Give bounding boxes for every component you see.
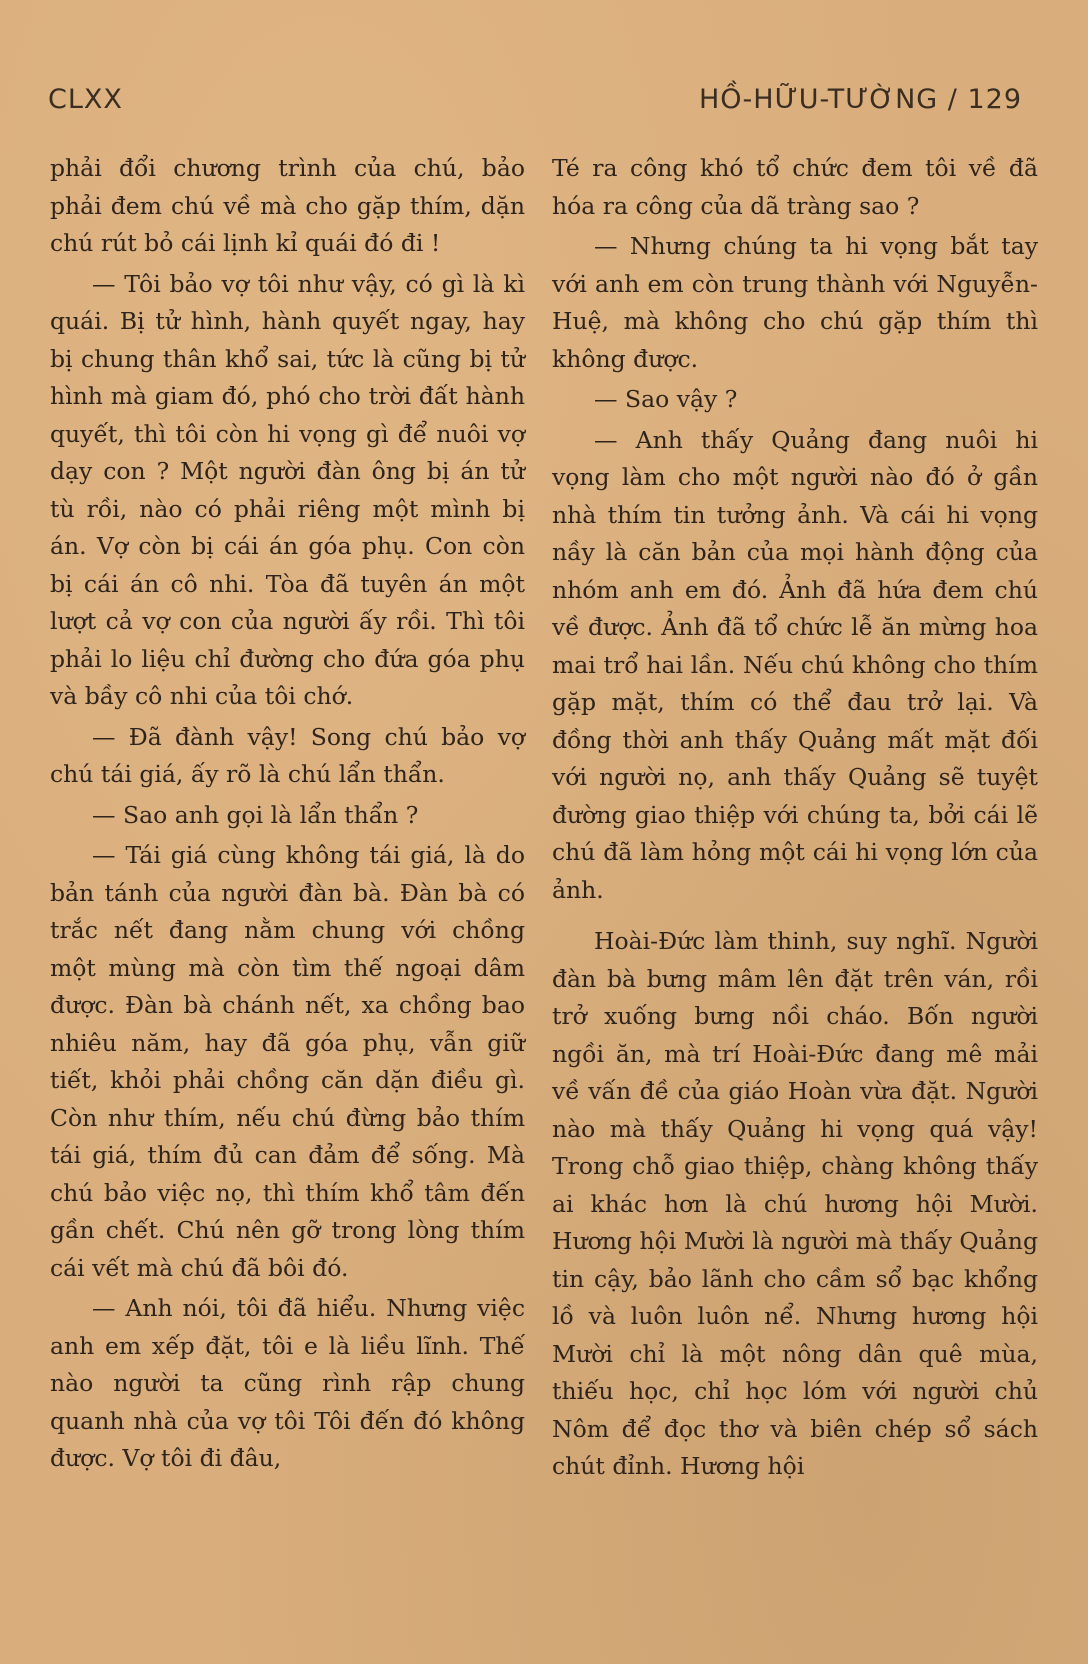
paragraph: — Đã đành vậy! Song chú bảo vợ chú tái giá, ấy rõ là chú lẩn thẩn.	[50, 722, 525, 788]
paragraph: Hoài-Đức làm thinh, suy nghĩ. Người đàn bà bưng mâm lên đặt trên ván, rồi trở xuống bưng nồi cháo. Bốn người ngồi ăn, mà trí Hoài-Đức đang mê mải về vấn đề của giáo Hoàn vừa đặt. Người nào mà thấy Quảng hi vọng quá vậy! Trong chỗ giao thiệp, chàng không thấy ai khác hơn là chú hương hội Mười. Hương hội Mười là người mà thấy Quảng tin cậy, bảo lãnh cho cầm sổ bạc khổng lồ và luôn luôn nể. Nhưng hương hội Mười chỉ là một nông dân quê mùa, thiếu học, chỉ học lóm với người chủ Nôm để đọc thơ và biên chép sổ sách chút đỉnh. Hương hội	[552, 927, 1038, 1480]
paragraph: — Anh thấy Quảng đang nuôi hi vọng làm cho một người nào đó ở gần nhà thím tin tưởng ảnh. Và cái hi vọng nầy là căn bản của mọi hành động của nhóm anh em đó. Ảnh đã hứa đem chú về được. Ảnh đã tổ chức lễ ăn mừng hoa mai trổ hai lần. Nếu chú không cho thím gặp mặt, thím có thể đau trở lại. Và đồng thời anh thấy Quảng mất mặt đối với người nọ, anh thấy Quảng sẽ tuyệt đường giao thiệp với chúng ta, bởi cái lẽ chú đã làm hỏng một cái hi vọng lớn của ảnh.	[552, 425, 1038, 904]
running-title-page-number: HỒ-HỮU-TƯỜNG / 129	[698, 84, 1022, 115]
paragraph: — Tôi bảo vợ tôi như vậy, có gì là kì quái. Bị tử hình, hành quyết ngay, hay bị chung thân khổ sai, tức là cũng bị tử hình mà giam đó, phó cho trời đất hành quyết, thì tôi còn hi vọng gì để nuôi vợ dạy con ? Một người đàn ông bị án tử tù rồi, nào có phải riêng một mình bị án. Vợ còn bị cái án góa phụ. Con còn bị cái án cô nhi. Tòa đã tuyên án một lượt cả vợ con của người ấy rồi. Thì tôi phải lo liệu chỉ đường cho đứa góa phụ và bầy cô nhi của tôi chớ.	[50, 269, 525, 710]
paragraph: phải đổi chương trình của chú, bảo phải đem chú về mà cho gặp thím, dặn chú rút bỏ cái lịnh kỉ quái đó đi !	[50, 154, 525, 257]
paragraph: — Anh nói, tôi đã hiểu. Nhưng việc anh em xếp đặt, tôi e là liều lĩnh. Thế nào người ta cũng rình rập chung quanh nhà của vợ tôi Tôi đến đó không được. Vợ tôi đi đâu,	[50, 1294, 525, 1472]
running-header	[48, 84, 1022, 126]
left-column	[50, 150, 525, 1478]
chapter-number: CLXX	[48, 84, 123, 115]
paragraph: — Sao anh gọi là lẩn thẩn ?	[92, 800, 419, 829]
paragraph: — Nhưng chúng ta hi vọng bắt tay với anh em còn trung thành với Nguyễn-Huệ, mà không cho chú gặp thím thì không được.	[552, 232, 1038, 373]
paragraph: — Sao vậy ?	[594, 385, 738, 413]
paragraph: Té ra công khó tổ chức đem tôi về đã hóa ra công của dã tràng sao ?	[552, 154, 1038, 220]
paragraph: — Tái giá cùng không tái giá, là do bản tánh của người đàn bà. Đàn bà có trắc nết đang nằm chung với chồng một mùng mà còn tìm thế ngoại dâm được. Đàn bà chánh nết, xa chồng bao nhiêu năm, hay đã góa phụ, vẫn giữ tiết, khỏi phải chồng căn dặn điều gì. Còn như thím, nếu chú đừng bảo thím tái giá, thím đủ can đảm để sống. Mà chú bảo việc nọ, thì thím khổ tâm đến gần chết. Chú nên gỡ trong lòng thím cái vết mà chú đã bôi đó.	[50, 841, 525, 1282]
right-column	[552, 150, 1038, 1486]
